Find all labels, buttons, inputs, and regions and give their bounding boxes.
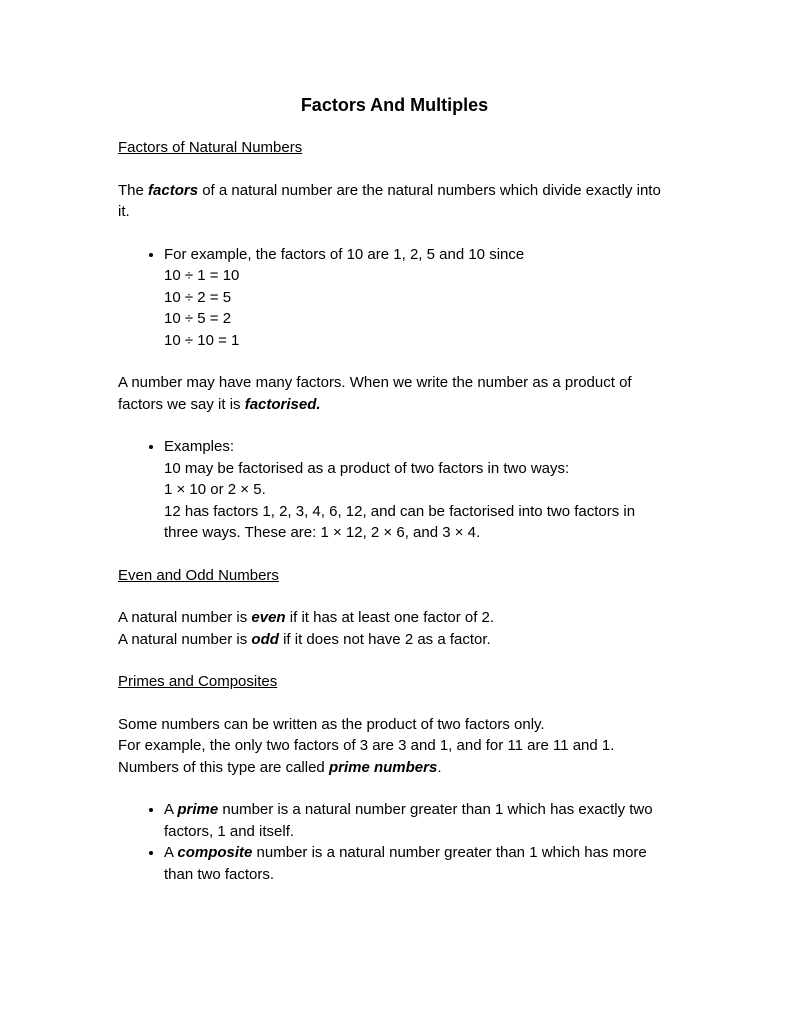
text-segment: number is a natural number greater than 1 which has exactly two factors, 1 and itself. xyxy=(164,801,653,840)
text-segment: The xyxy=(118,181,149,199)
section-heading-text xyxy=(118,673,277,690)
section-heading xyxy=(118,671,671,693)
emphasis-text: factorised. xyxy=(244,395,321,413)
text-segment: A natural number is xyxy=(118,630,252,648)
text-segment: A xyxy=(164,844,178,861)
text-segment: 10 may be factorised as a product of two factors in two ways: xyxy=(164,459,570,477)
text-segment: if it does not have 2 as a factor. xyxy=(278,630,491,648)
text-segment: 10 ÷ 2 = 5 xyxy=(164,288,232,306)
paragraph xyxy=(118,372,671,415)
document-content xyxy=(118,94,671,885)
text-segment: A xyxy=(164,801,178,818)
text-segment: 10 ÷ 10 = 1 xyxy=(164,331,240,349)
emphasis-text: composite xyxy=(177,844,253,861)
text-segment: A number may have many factors. When we write the number as a product of factors we say it is xyxy=(118,374,632,413)
text-segment: Factors And Multiples xyxy=(300,95,489,115)
emphasis-text: factors xyxy=(148,181,199,199)
bullet-item xyxy=(164,436,671,544)
text-segment: 10 ÷ 5 = 2 xyxy=(164,310,232,327)
text-segment: A natural number is xyxy=(118,609,252,626)
text-segment: 12 has factors 1, 2, 3, 4, 6, 12, and can be factorised into two factors in three ways. These are: 1 × 12, 2 × 6, and 3 × 4. xyxy=(164,502,636,541)
text-segment: 1 × 10 or 2 × 5. xyxy=(164,481,266,498)
text-segment: . xyxy=(437,758,442,776)
text-segment: if it has at least one factor of 2. xyxy=(285,609,495,626)
section-heading xyxy=(118,137,671,159)
text-segment: Primes and Composites xyxy=(118,673,278,690)
section-heading xyxy=(118,565,671,587)
bullet-list xyxy=(118,436,671,544)
bullet-item xyxy=(164,799,671,842)
section-heading-text xyxy=(118,567,279,584)
text-segment: 10 ÷ 1 = 10 xyxy=(164,267,240,284)
emphasis-text: even xyxy=(251,609,286,626)
bullet-item xyxy=(164,244,671,352)
text-segment: number is a natural number greater than 1 which has more than two factors. xyxy=(164,844,647,883)
emphasis-text: odd xyxy=(251,630,279,648)
bullet-list xyxy=(118,244,671,352)
text-segment: Examples: xyxy=(164,438,235,455)
text-segment: For example, the factors of 10 are 1, 2, 5 and 10 since xyxy=(164,245,525,263)
section-heading-text xyxy=(118,139,302,156)
emphasis-text: prime numbers xyxy=(328,758,438,776)
bullet-item xyxy=(164,842,671,885)
paragraph xyxy=(118,714,671,779)
paragraph xyxy=(118,607,671,650)
document-title xyxy=(118,94,671,116)
text-segment: Some numbers can be written as the product of two factors only. xyxy=(118,715,545,733)
text-segment: of a natural number are the natural numbers which divide exactly into it. xyxy=(118,181,661,220)
text-segment: Factors of Natural Numbers xyxy=(118,139,303,156)
emphasis-text: prime xyxy=(177,801,219,818)
text-segment: Even and Odd Numbers xyxy=(118,566,279,584)
paragraph xyxy=(118,180,671,223)
text-segment: For example, the only two factors of 3 are 3 and 1, and for 11 are 11 and 1. Numbers of this type are called xyxy=(118,737,615,776)
bullet-list xyxy=(118,799,671,885)
